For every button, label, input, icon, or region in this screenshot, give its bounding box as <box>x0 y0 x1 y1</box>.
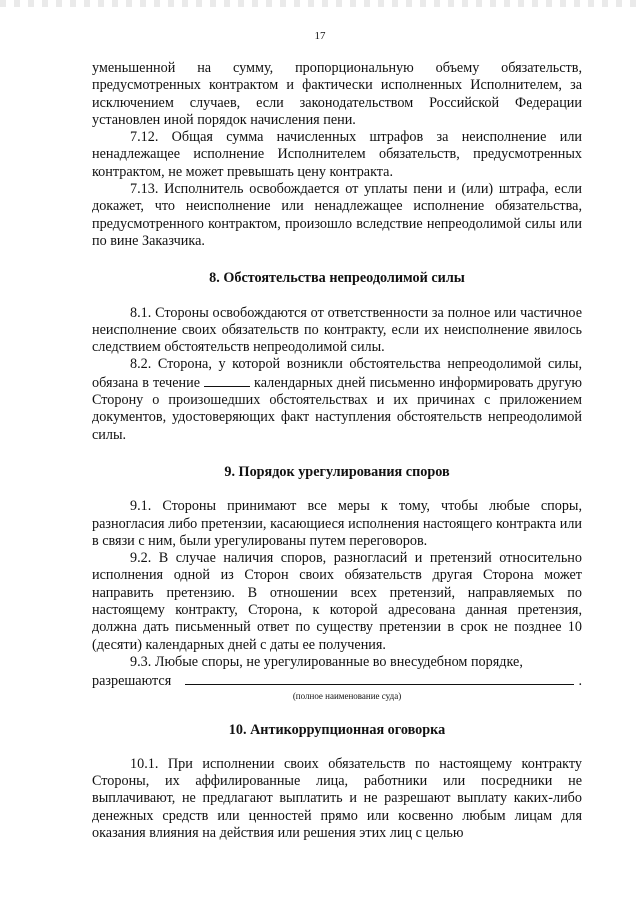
court-name-caption: (полное наименование суда) <box>292 690 402 701</box>
court-line-period: . <box>578 673 582 690</box>
paragraph-9-1: 9.1. Стороны принимают все меры к тому, чтобы любые споры, разногласия либо претензии, касающиеся исполнения настоящего контракта или в связи с ним, были урегулированы путем переговоров. <box>92 498 582 549</box>
days-blank-field <box>204 374 250 387</box>
court-name-line <box>92 671 582 690</box>
scan-top-edge <box>0 0 640 7</box>
section-10-heading: 10. Антикоррупционная оговорка <box>228 721 446 738</box>
section-8-heading: 8. Обстоятельства непреодолимой силы <box>209 270 465 287</box>
paragraph-8-2-end: календарных дней письменно информировать другую Сторону о произошедших обстоятельствах и их причинах с приложением документов, удостоверяющих факт наступления обстоятельств непреодолимой силы. <box>92 374 583 443</box>
paragraph-8-2-start: 8.2. Сторона, у которой возникли обстоятельства непреодолимой силы, обязана в течение <box>92 356 582 391</box>
paragraph-pen-continuation: уменьшенной на сумму, пропорциональную объему обязательств, предусмотренных контрактом и фактически исполненных Исполнителем, за исключением случаев, если законодательством Российской Федерации установлен иной порядок начисления пени. <box>92 60 582 128</box>
paragraph-7-12: 7.12. Общая сумма начисленных штрафов за неисполнение или ненадлежащее исполнение Исполнителем обязательств, предусмотренных контрактом, не может превышать цену контракта. <box>92 129 582 180</box>
paragraph-10-1: 10.1. При исполнении своих обязательств по настоящему контракту Стороны, их аффилированные лица, работники или посредники не выплачивают, не предлагают выплатить и не разрешают выплату каких-либо денежных средств или ценностей прямо или косвенно любым лицам для оказания влияния на действия или решения этих лиц с целью <box>92 755 582 841</box>
paragraph-9-2: 9.2. В случае наличия споров, разногласий и претензий относительно исполнения одной из Сторон своих обязательств другая Сторона может направить претензию. В отношении всех претензий, направляемых по настоящему контракту, Сторона, к которой адресована данная претензия, должна дать письменный ответ по существу претензии в срок не позднее 10 (десяти) календарных дней с даты ее получения. <box>92 550 582 653</box>
court-name-blank-field <box>185 671 574 685</box>
court-line-label: разрешаются <box>92 673 172 690</box>
paragraph-7-13: 7.13. Исполнитель освобождается от уплаты пени и (или) штрафа, если докажет, что неисполнение или ненадлежащее исполнение обязательства, предусмотренного контрактом, произошло вследствие непреодолимой силы или по вине Заказчика. <box>92 181 582 249</box>
page-number: 17 <box>314 30 326 42</box>
paragraph-8-1: 8.1. Стороны освобождаются от ответственности за полное или частичное неисполнение своих обязательств по контракту, если их неисполнение явилось следствием обстоятельств непреодолимой силы. <box>92 304 582 356</box>
section-9-heading: 9. Порядок урегулирования споров <box>224 463 450 480</box>
document-body <box>92 60 582 842</box>
paragraph-8-2 <box>92 356 582 443</box>
paragraph-9-3: 9.3. Любые споры, не урегулированные во внесудебном порядке, <box>130 653 523 670</box>
